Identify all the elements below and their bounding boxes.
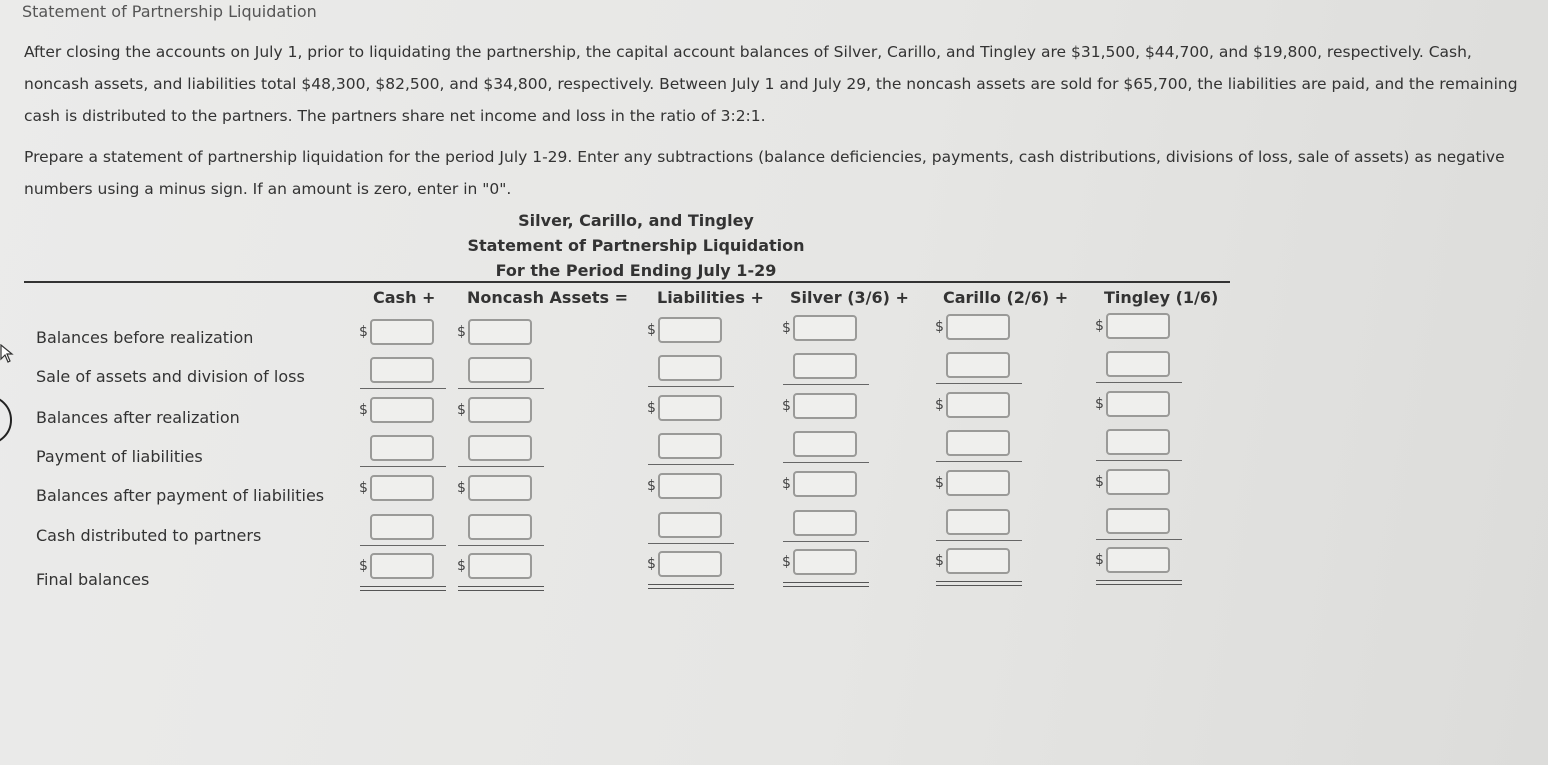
dollar-sign: $ xyxy=(457,480,466,496)
input-balances-after-realization-liabilities[interactable] xyxy=(658,395,722,421)
row-label-cash-distributed: Cash distributed to partners xyxy=(36,526,262,545)
input-final-balances-tingley[interactable] xyxy=(1106,547,1170,573)
subtotal-underline xyxy=(458,466,544,467)
subtotal-underline xyxy=(936,461,1022,462)
input-sale-of-assets-tingley[interactable] xyxy=(1106,351,1170,377)
input-cash-distributed-liabilities[interactable] xyxy=(658,512,722,538)
row-label-sale-of-assets: Sale of assets and division of loss xyxy=(36,367,305,386)
column-header-silver: Silver (3/6) + xyxy=(790,288,909,307)
mouse-cursor-icon xyxy=(0,344,14,364)
dollar-sign: $ xyxy=(359,402,368,418)
row-label-final-balances: Final balances xyxy=(36,570,150,589)
dollar-sign: $ xyxy=(935,397,944,413)
input-payment-of-liabilities-silver[interactable] xyxy=(793,431,857,457)
dollar-sign: $ xyxy=(935,319,944,335)
input-cash-distributed-cash[interactable] xyxy=(370,514,434,540)
input-balances-after-payment-carillo[interactable] xyxy=(946,470,1010,496)
input-balances-after-realization-silver[interactable] xyxy=(793,393,857,419)
subtotal-underline xyxy=(783,384,869,385)
column-header-carillo: Carillo (2/6) + xyxy=(943,288,1069,307)
statement-period: For the Period Ending July 1-29 xyxy=(495,261,777,280)
dollar-sign: $ xyxy=(647,322,656,338)
row-label-balances-before-realization: Balances before realization xyxy=(36,328,254,347)
input-final-balances-noncash-assets[interactable] xyxy=(468,553,532,579)
subtotal-underline xyxy=(360,466,446,467)
instructions-text: Prepare a statement of partnership liquidation for the period July 1-29. Enter any subtractions (balance deficiencies, payments, cash distributions, divisions of loss, sale of assets) as negative numbers using a minus sign. If an amount is zero, enter in "0". xyxy=(24,148,1505,198)
input-balances-after-realization-noncash-assets[interactable] xyxy=(468,397,532,423)
statement-title: Statement of Partnership Liquidation xyxy=(467,236,805,255)
total-double-underline xyxy=(648,584,734,589)
dollar-sign: $ xyxy=(782,554,791,570)
dollar-sign: $ xyxy=(647,400,656,416)
input-sale-of-assets-cash[interactable] xyxy=(370,357,434,383)
subtotal-underline xyxy=(783,462,869,463)
dollar-sign: $ xyxy=(782,398,791,414)
dollar-sign: $ xyxy=(1095,318,1104,334)
dollar-sign: $ xyxy=(935,475,944,491)
input-sale-of-assets-silver[interactable] xyxy=(793,353,857,379)
subtotal-underline xyxy=(648,386,734,387)
dollar-sign: $ xyxy=(647,478,656,494)
subtotal-underline xyxy=(1096,460,1182,461)
dollar-sign: $ xyxy=(647,556,656,572)
input-final-balances-carillo[interactable] xyxy=(946,548,1010,574)
input-final-balances-liabilities[interactable] xyxy=(658,551,722,577)
input-payment-of-liabilities-cash[interactable] xyxy=(370,435,434,461)
total-double-underline xyxy=(458,586,544,591)
total-double-underline xyxy=(936,581,1022,586)
subtotal-underline xyxy=(783,541,869,542)
input-balances-before-realization-cash[interactable] xyxy=(370,319,434,345)
total-double-underline xyxy=(783,582,869,587)
dollar-sign: $ xyxy=(359,324,368,340)
input-balances-after-payment-silver[interactable] xyxy=(793,471,857,497)
subtotal-underline xyxy=(458,388,544,389)
input-cash-distributed-carillo[interactable] xyxy=(946,509,1010,535)
dollar-sign: $ xyxy=(1095,552,1104,568)
total-double-underline xyxy=(360,586,446,591)
input-sale-of-assets-noncash-assets[interactable] xyxy=(468,357,532,383)
input-balances-after-payment-noncash-assets[interactable] xyxy=(468,475,532,501)
input-payment-of-liabilities-noncash-assets[interactable] xyxy=(468,435,532,461)
dollar-sign: $ xyxy=(359,558,368,574)
dollar-sign: $ xyxy=(457,402,466,418)
circle-decoration xyxy=(0,395,12,445)
column-header-noncash-assets: Noncash Assets = xyxy=(467,288,628,307)
input-final-balances-silver[interactable] xyxy=(793,549,857,575)
subtotal-underline xyxy=(1096,539,1182,540)
subtotal-underline xyxy=(360,545,446,546)
input-cash-distributed-noncash-assets[interactable] xyxy=(468,514,532,540)
column-header-liabilities: Liabilities + xyxy=(657,288,764,307)
dollar-sign: $ xyxy=(1095,396,1104,412)
subtotal-underline xyxy=(936,540,1022,541)
input-payment-of-liabilities-carillo[interactable] xyxy=(946,430,1010,456)
subtotal-underline xyxy=(458,545,544,546)
input-balances-before-realization-noncash-assets[interactable] xyxy=(468,319,532,345)
problem-text: After closing the accounts on July 1, prior to liquidating the partnership, the capital account balances of Silver, Carillo, and Tingley are $31,500, $44,700, and $19,800, respectively. Cash, noncash assets, and liabilities total $48,300, $82,500, and $34,800, respectively. Between July 1 and July 29, the noncash assets are sold for $65,700, the liabilities are paid, and the remaining cash is distributed to the partners. The partners share net income and loss in the ratio of 3:2:1. xyxy=(24,43,1518,125)
input-balances-after-payment-liabilities[interactable] xyxy=(658,473,722,499)
input-payment-of-liabilities-liabilities[interactable] xyxy=(658,433,722,459)
dollar-sign: $ xyxy=(782,320,791,336)
row-label-balances-after-realization: Balances after realization xyxy=(36,408,240,427)
row-label-payment-of-liabilities: Payment of liabilities xyxy=(36,447,203,466)
total-double-underline xyxy=(1096,580,1182,585)
dollar-sign: $ xyxy=(359,480,368,496)
column-header-cash: Cash + xyxy=(373,288,436,307)
subtotal-underline xyxy=(360,388,446,389)
page-title: Statement of Partnership Liquidation xyxy=(22,2,317,21)
input-balances-after-payment-cash[interactable] xyxy=(370,475,434,501)
subtotal-underline xyxy=(936,383,1022,384)
input-final-balances-cash[interactable] xyxy=(370,553,434,579)
input-payment-of-liabilities-tingley[interactable] xyxy=(1106,429,1170,455)
input-cash-distributed-tingley[interactable] xyxy=(1106,508,1170,534)
dollar-sign: $ xyxy=(782,476,791,492)
input-balances-before-realization-tingley[interactable] xyxy=(1106,313,1170,339)
input-balances-before-realization-carillo[interactable] xyxy=(946,314,1010,340)
subtotal-underline xyxy=(1096,382,1182,383)
dollar-sign: $ xyxy=(457,324,466,340)
dollar-sign: $ xyxy=(1095,474,1104,490)
input-balances-after-realization-tingley[interactable] xyxy=(1106,391,1170,417)
row-label-balances-after-payment: Balances after payment of liabilities xyxy=(36,486,325,505)
subtotal-underline xyxy=(648,464,734,465)
dollar-sign: $ xyxy=(457,558,466,574)
input-sale-of-assets-liabilities[interactable] xyxy=(658,355,722,381)
column-header-tingley: Tingley (1/6) xyxy=(1104,288,1219,307)
input-cash-distributed-silver[interactable] xyxy=(793,510,857,536)
statement-company: Silver, Carillo, and Tingley xyxy=(518,211,754,230)
dollar-sign: $ xyxy=(935,553,944,569)
input-balances-after-realization-cash[interactable] xyxy=(370,397,434,423)
subtotal-underline xyxy=(648,543,734,544)
header-rule xyxy=(24,281,1230,283)
input-balances-before-realization-silver[interactable] xyxy=(793,315,857,341)
input-balances-after-payment-tingley[interactable] xyxy=(1106,469,1170,495)
input-balances-after-realization-carillo[interactable] xyxy=(946,392,1010,418)
input-sale-of-assets-carillo[interactable] xyxy=(946,352,1010,378)
input-balances-before-realization-liabilities[interactable] xyxy=(658,317,722,343)
